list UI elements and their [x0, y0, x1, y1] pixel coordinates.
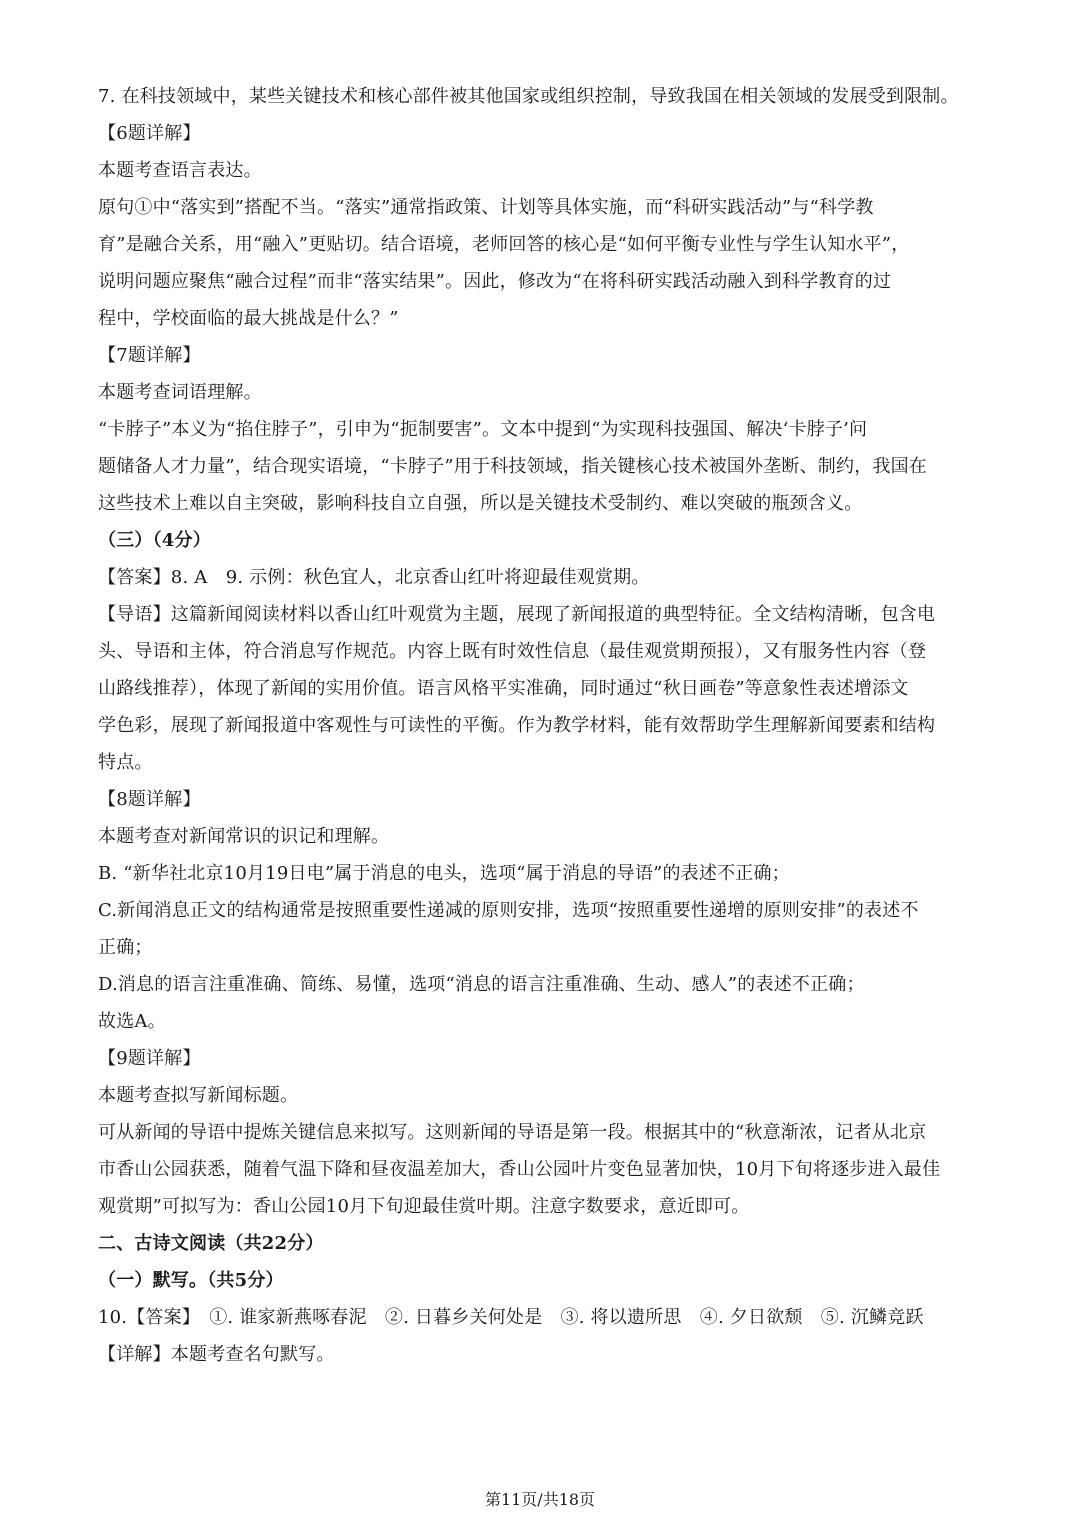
document-body — [98, 78, 988, 1373]
text-line: 10.【答案】 ①. 谁家新燕啄春泥 ②. 日暮乡关何处是 ③. 将以遗所思 ④. 夕日欲颓 ⑤. 沉鳞竞跃 — [98, 1307, 924, 1328]
text-line: 原句①中“落实到”搭配不当。“落实”通常指政策、计划等具体实施，而“科研实践活动”与“科学教 — [98, 197, 874, 218]
text-line: 正确； — [98, 937, 153, 958]
text-line: 【8题详解】 — [98, 789, 201, 810]
text-line: 故选A。 — [98, 1011, 166, 1032]
text-line: 【6题详解】 — [98, 123, 201, 144]
text-line: 【答案】8. A 9. 示例：秋色宜人，北京香山红叶将迎最佳观赏期。 — [98, 567, 650, 588]
text-line: 本题考查语言表达。 — [98, 160, 262, 181]
text-line: 市香山公园获悉，随着气温下降和昼夜温差加大，香山公园叶片变色显著加快，10月下旬将逐步进入最佳 — [98, 1159, 941, 1180]
text-line: 观赏期”可拟写为：香山公园10月下旬迎最佳赏叶期。注意字数要求，意近即可。 — [98, 1196, 750, 1217]
text-line: “卡脖子”本义为“掐住脖子”，引申为“扼制要害”。文本中提到“为实现科技强国、解决‘卡脖子’问 — [98, 419, 868, 440]
text-line: 本题考查对新闻常识的识记和理解。 — [98, 826, 390, 847]
text-line: 本题考查词语理解。 — [98, 382, 262, 403]
text-line: 7. 在科技领域中，某些关键技术和核心部件被其他国家或组织控制，导致我国在相关领域的发展受到限制。 — [98, 86, 959, 107]
text-line: 这些技术上难以自主突破，影响科技自立自强，所以是关键技术受制约、难以突破的瓶颈含义。 — [98, 493, 863, 514]
text-line: C.新闻消息正文的结构通常是按照重要性递减的原则安排，选项“按照重要性递增的原则安排”的表述不 — [98, 900, 919, 921]
section-heading: （三）（4分） — [98, 530, 211, 551]
text-line: B. “新华社北京10月19日电”属于消息的电头，选项“属于消息的导语”的表述不正确； — [98, 863, 790, 884]
section-heading: 二、古诗文阅读（共22分） — [98, 1233, 324, 1254]
text-line: 可从新闻的导语中提炼关键信息来拟写。这则新闻的导语是第一段。根据其中的“秋意渐浓，记者从北京 — [98, 1122, 927, 1143]
text-line: D.消息的语言注重准确、简练、易懂，选项“消息的语言注重准确、生动、感人”的表述不正确； — [98, 974, 865, 995]
section-heading: （一）默写。（共5分） — [98, 1270, 284, 1291]
text-line: 育”是融合关系，用“融入”更贴切。结合语境，老师回答的核心是“如何平衡专业性与学生认知水平”， — [98, 234, 910, 255]
text-line: 本题考查拟写新闻标题。 — [98, 1085, 299, 1106]
text-line: 【导语】这篇新闻阅读材料以香山红叶观赏为主题，展现了新闻报道的典型特征。全文结构清晰，包含电 — [98, 604, 936, 625]
text-line: 学色彩，展现了新闻报道中客观性与可读性的平衡。作为教学材料，能有效帮助学生理解新闻要素和结构 — [98, 715, 936, 736]
text-line: 说明问题应聚焦“融合过程”而非“落实结果”。因此，修改为“在将科研实践活动融入到科学教育的过 — [98, 271, 892, 292]
text-line: 【9题详解】 — [98, 1048, 201, 1069]
text-line: 山路线推荐），体现了新闻的实用价值。语言风格平实准确，同时通过“秋日画卷”等意象性表述增添文 — [98, 678, 909, 699]
text-line: 程中，学校面临的最大挑战是什么？” — [98, 308, 399, 329]
text-line: 特点。 — [98, 752, 153, 773]
page-number: 第11页/共18页 — [484, 1490, 596, 1509]
text-line: 【详解】本题考查名句默写。 — [98, 1344, 335, 1365]
text-line: 题储备人才力量”，结合现实语境，“卡脖子”用于科技领域，指关键核心技术被国外垄断、制约，我国在 — [98, 456, 928, 477]
text-line: 头、导语和主体，符合消息写作规范。内容上既有时效性信息（最佳观赏期预报），又有服务性内容（登 — [98, 641, 927, 662]
text-line: 【7题详解】 — [98, 345, 201, 366]
